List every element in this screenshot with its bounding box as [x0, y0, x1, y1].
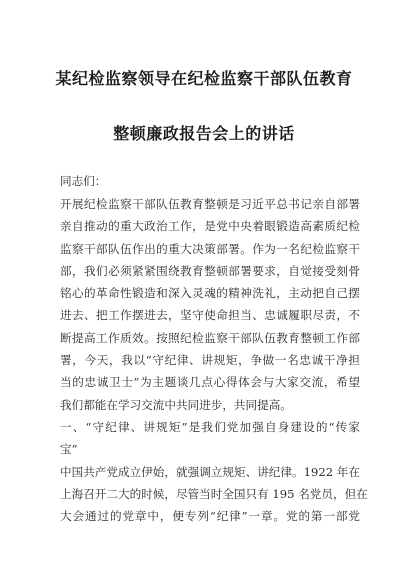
- body-line: 大会通过的党章中，便专列“纪律”一章。党的第一部党: [60, 509, 360, 524]
- document-title-line-1: 某纪检监察领导在纪检监察干部队伍教育: [55, 69, 353, 88]
- body-line: 部，我们必须紧紧围绕教育整顿部署要求，自觉接受刻骨: [60, 263, 360, 278]
- body-line: 监察干部队伍作出的重大决策部署。作为一名纪检监察干: [60, 241, 360, 256]
- body-line: 铭心的革命性锻造和深入灵魂的精神洗礼，主动把自己摆: [60, 286, 360, 301]
- body-line: 断提高工作质效。按照纪检监察干部队伍教育整顿工作部: [60, 330, 360, 345]
- body-line: 一、“守纪律、讲规矩”是我们党加强自身建设的“传家: [60, 419, 360, 434]
- salutation: [60, 170, 360, 192]
- body-line: 宝”: [60, 442, 78, 457]
- body-line: 中国共产党成立伊始，就强调立规矩、讲纪律。1922 年在: [60, 464, 360, 479]
- body-line: 署，今天，我以“守纪律、讲规矩，争做一名忠诚干净担: [60, 353, 360, 368]
- body-line: 我们都能在学习交流中共同进步，共同提高。: [60, 397, 292, 412]
- body-line: 上海召开二大的时候，尽管当时全国只有 195 名党员，但在: [60, 486, 368, 501]
- document-title-line-2: 整顿廉政报告会上的讲话: [113, 124, 295, 143]
- body-line: 进去、把工作摆进去，坚守使命担当、忠诚履职尽责，不: [60, 308, 360, 323]
- salutation-text: 同志们：: [60, 174, 107, 188]
- body-line: 亲自推动的重大政治工作，是党中央着眼锻造高素质纪检: [60, 219, 360, 234]
- body-line: 开展纪检监察干部队伍教育整顿是习近平总书记亲自部署: [60, 197, 360, 211]
- body-line: 当的忠诚卫士”为主题谈几点心得体会与大家交流，希望: [60, 375, 360, 390]
- body-paragraphs: [60, 193, 368, 527]
